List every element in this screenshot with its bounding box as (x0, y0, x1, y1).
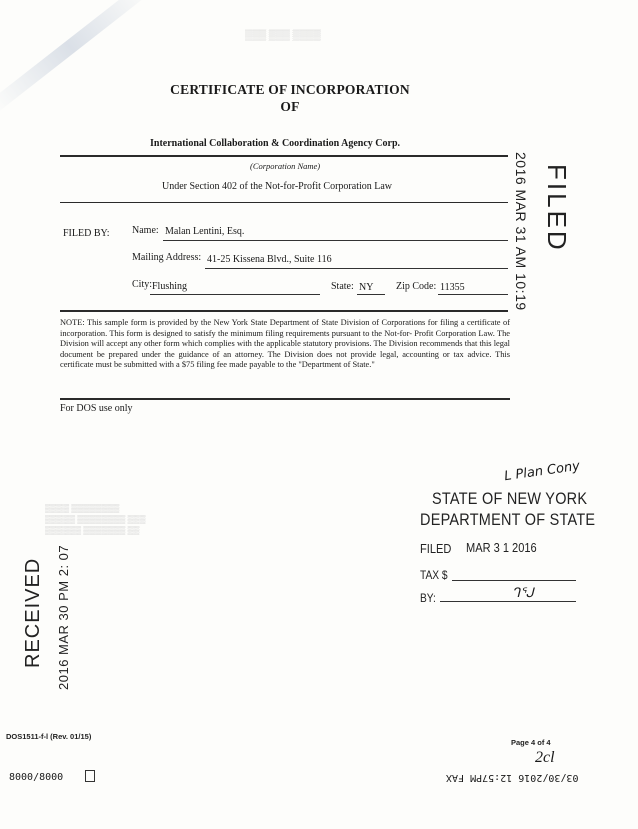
rule-section (60, 202, 508, 203)
fax-left: 8000/8000 (9, 772, 64, 783)
zip-value: 11355 (440, 282, 465, 293)
mailing-value: 41-25 Kissena Blvd., Suite 116 (207, 254, 332, 265)
corporation-name-label: (Corporation Name) (250, 161, 321, 171)
state-label: State: (331, 281, 354, 292)
by-label: BY: (420, 591, 436, 605)
corporation-name: International Collaboration & Coordination Agency Corp. (150, 138, 401, 149)
tax-label: TAX $ (420, 568, 448, 582)
note-text: NOTE: This sample form is provided by the New York State Department of State Division of Corporations for filing a certificate of incorporation. This form is designed to satisfy the minimum filing requirements pursuant to the Not-for- Profit Corporation Law. The Division will accept any other form which complies with the applicable statutory provisions. The Division recommends that this legal document be prepared under the guidance of an attorney. The Division does not provide legal, accounting or tax advice. This certificate must be submitted with a $75 filing fee made payable to the "Department of State." (60, 318, 510, 369)
page-number: Page 4 of 4 (511, 738, 551, 747)
document-title: CERTIFICATE OF INCORPORATION (170, 82, 410, 97)
by-line (440, 601, 576, 602)
city-value: Flushing (152, 281, 188, 292)
state-stamp-line2: DEPARTMENT OF STATE (420, 510, 596, 529)
filed-stamp-word: FILED (542, 164, 572, 253)
name-value: Malan Lentini, Esq. (165, 226, 245, 237)
mailing-label: Mailing Address: (132, 252, 202, 263)
state-filed-label: FILED (420, 541, 452, 556)
by-initials: ᒉᕐᒍ (512, 585, 534, 600)
handwritten-note: 2cl (535, 749, 555, 766)
received-stamp-word: RECEIVED (22, 557, 44, 668)
city-label: City: (132, 279, 153, 290)
filed-by-label: FILED BY: (63, 228, 110, 239)
state-value: NY (359, 282, 374, 293)
state-stamp-line1: STATE OF NEW YORK (432, 489, 588, 508)
signature: L Plan Cony (503, 458, 581, 485)
tax-line (452, 580, 576, 581)
state-line (357, 294, 385, 295)
form-number: DOS1511-f-l (Rev. 01/15) (6, 732, 92, 741)
state-filed-date: MAR 3 1 2016 (466, 540, 537, 555)
rule-top (60, 155, 508, 157)
section-text: Under Section 402 of the Not-for-Profit Corporation Law (162, 181, 393, 192)
zip-label: Zip Code: (396, 281, 437, 292)
fax-box-icon (85, 770, 95, 782)
bleed-through: ▒▒▒ ▒▒▒ ▒▒▒▒ (245, 30, 321, 41)
filed-stamp-date: 2016 MAR 31 AM 10:19 (513, 152, 529, 311)
received-stamp-date: 2016 MAR 30 PM 2: 07 (56, 544, 71, 690)
dos-use-label: For DOS use only (60, 403, 133, 414)
rule-note-bottom (60, 398, 510, 400)
bleed-through-block: ▒▒▒▒ ▒▒▒▒▒▒▒▒ ▒▒▒▒▒ ▒▒▒▒▒▒▒▒ ▒▒▒ ▒▒▒▒▒▒ ▒▒▒▒▒▒▒ ▒▒ (45, 503, 146, 535)
name-label: Name: (132, 225, 159, 236)
fax-right: 03/30/2016 12:57PM FAX (446, 772, 579, 783)
city-line (150, 294, 320, 295)
document-title-of: OF (280, 99, 300, 114)
